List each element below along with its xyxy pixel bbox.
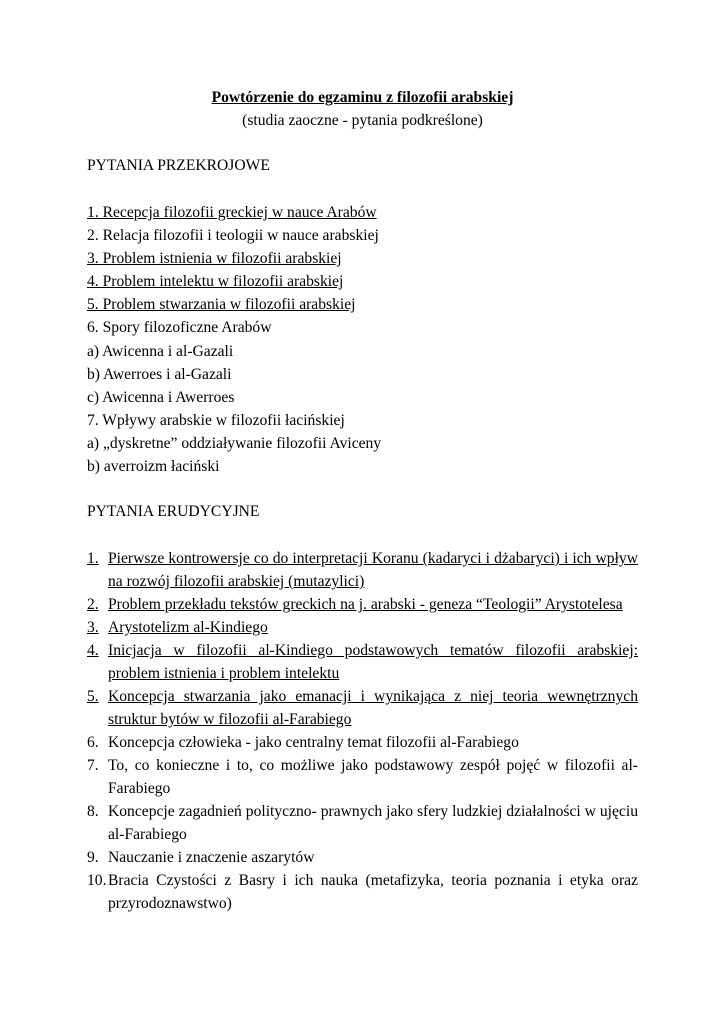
numbered-item [87, 639, 638, 685]
numbered-item [87, 616, 638, 639]
list-item: a) Awicenna i al-Gazali [87, 342, 234, 360]
item-text: Pierwsze kontrowersje co do interpretacji Koranu (kadaryci i dżabaryci) i ich wpływ na rozwój filozofii arabskiej (mutazylici) [108, 550, 638, 590]
item-text: Arystotelizm al-Kindiego [108, 619, 268, 636]
item-number: 10. [87, 872, 107, 889]
cross-sectional-questions-list [87, 201, 647, 478]
list-item: 2. Relacja filozofii i teologii w nauce arabskiej [87, 227, 379, 245]
list-item: 7. Wpływy arabskie w filozofii łacińskiej [87, 411, 345, 429]
numbered-item [87, 800, 638, 846]
item-number: 7. [87, 757, 99, 774]
numbered-item [87, 731, 638, 754]
document-subtitle: (studia zaoczne - pytania podkreślone) [242, 112, 483, 129]
list-item: b) Awerroes i al-Gazali [87, 365, 232, 383]
item-number: 8. [87, 803, 99, 820]
list-item: a) „dyskretne” oddziaływanie filozofii Aviceny [87, 434, 382, 452]
item-text: Koncepcja stwarzania jako emanacji i wynikająca z niej teoria wewnętrznych struktur bytów w filozofii al-Farabiego [108, 688, 638, 728]
numbered-item [87, 754, 638, 800]
section-heading-erudycyjne: PYTANIA ERUDYCYJNE [87, 503, 260, 520]
item-text: To, co konieczne i to, co możliwe jako podstawowy zespół pojęć w filozofii al-Farabiego [108, 757, 638, 797]
numbered-item [87, 846, 638, 869]
item-number: 1. [87, 550, 99, 567]
item-text: Koncepcja człowieka - jako centralny temat filozofii al-Farabiego [108, 734, 519, 751]
item-number: 2. [87, 596, 99, 613]
document-title: Powtórzenie do egzaminu z filozofii arabskiej [211, 89, 514, 106]
numbered-item [87, 869, 638, 915]
document-header [0, 86, 725, 132]
item-number: 3. [87, 619, 99, 636]
item-text: Inicjacja w filozofii al-Kindiego podstawowych tematów filozofii arabskiej: problem istnienia i problem intelektu [108, 642, 638, 682]
section-heading-przekrojowe: PYTANIA PRZEKROJOWE [87, 157, 270, 174]
list-item: 6. Spory filozoficzne Arabów [87, 319, 272, 337]
numbered-item [87, 593, 638, 616]
numbered-item [87, 685, 638, 731]
item-number: 5. [87, 688, 99, 705]
erudite-questions-list [87, 547, 638, 915]
list-item: b) averroizm łaciński [87, 458, 220, 476]
item-number: 9. [87, 849, 99, 866]
list-item: 3. Problem istnienia w filozofii arabskiej [87, 250, 342, 268]
list-item: 4. Problem intelektu w filozofii arabskiej [87, 273, 344, 291]
item-text: Nauczanie i znaczenie aszarytów [108, 849, 315, 866]
list-item: 1. Recepcja filozofii greckiej w nauce Arabów [87, 204, 377, 221]
list-item: c) Awicenna i Awerroes [87, 388, 235, 406]
numbered-item [87, 547, 638, 593]
item-text: Koncepcje zagadnień polityczno- prawnych jako sfery ludzkiej działalności w ujęciu al-Farabiego [108, 803, 638, 843]
item-number: 4. [87, 642, 99, 659]
item-text: Problem przekładu tekstów greckich na j. arabski - geneza “Teologii” Arystotelesa [108, 596, 623, 613]
item-number: 6. [87, 734, 99, 751]
list-item: 5. Problem stwarzania w filozofii arabskiej [87, 296, 356, 314]
item-text: Bracia Czystości z Basry i ich nauka (metafizyka, teoria poznania i etyka oraz przyrodoznawstwo) [108, 872, 638, 912]
